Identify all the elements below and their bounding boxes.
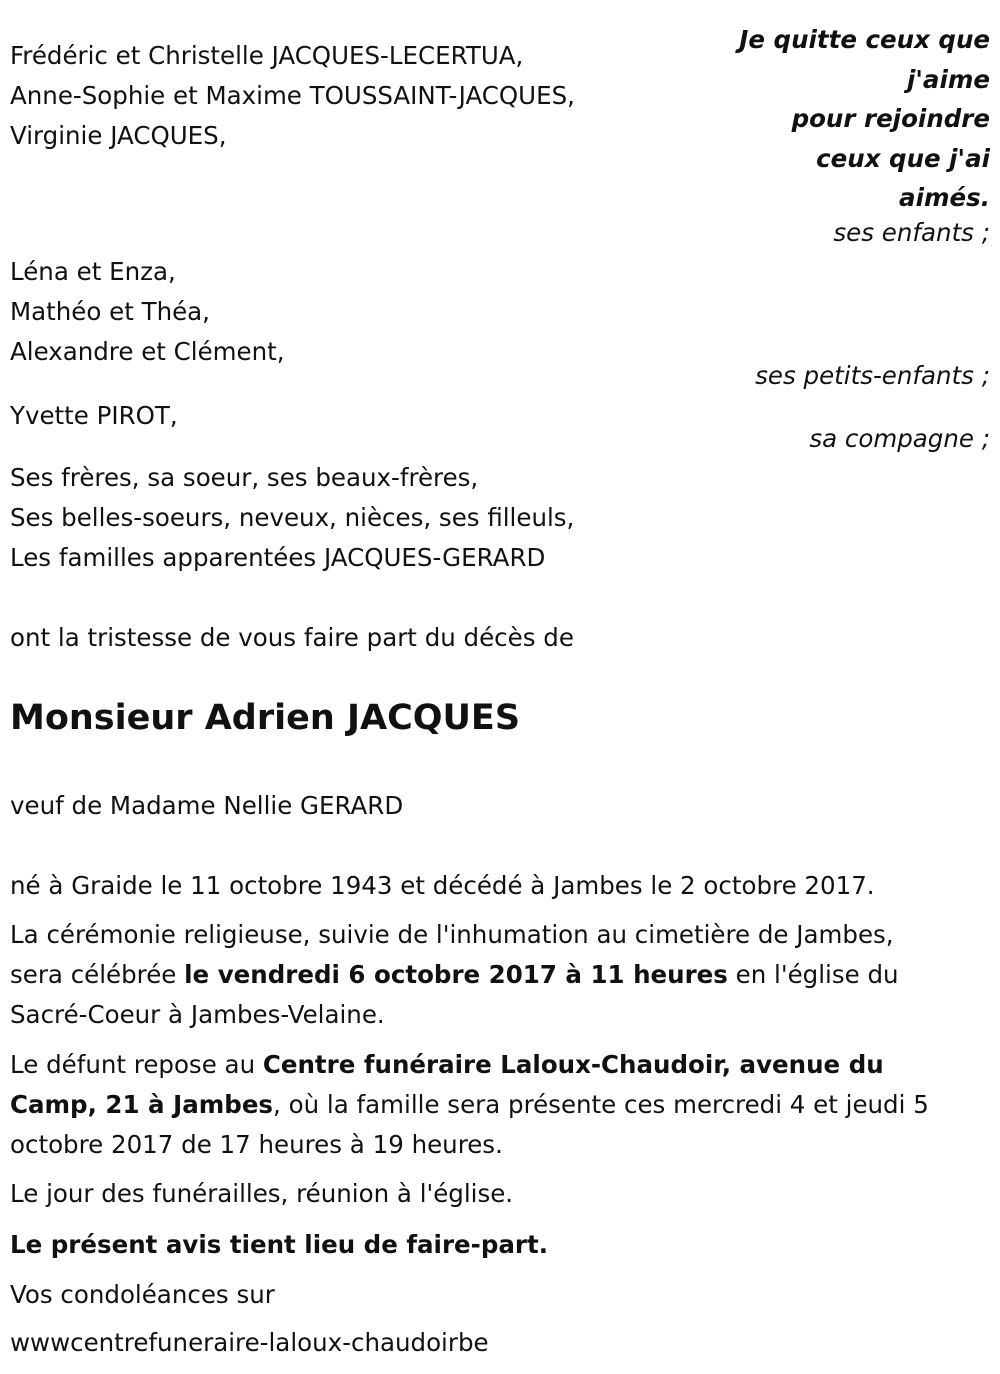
notice-text: Le présent avis tient lieu de faire-part. — [10, 1230, 548, 1259]
ceremony-date: le vendredi 6 octobre 2017 à 11 heures — [184, 960, 728, 989]
funeral-home-address: Camp, 21 à Jambes — [10, 1090, 274, 1119]
grandchild-entry: Léna et Enza, — [10, 257, 176, 286]
funeral-day-text: Le jour des funérailles, réunion à l'église. — [10, 1179, 514, 1208]
epigraph-line: j'aime — [907, 64, 990, 94]
birth-death-text: né à Graide le 11 octobre 1943 et décédé à Jambes le 2 octobre 2017. — [10, 871, 875, 900]
epigraph-line: ceux que j'ai — [816, 143, 990, 173]
family-entry: Ses frères, sa soeur, ses beaux-frères, — [10, 463, 479, 492]
children-role: ses enfants ; — [833, 218, 990, 247]
epigraph-line: Je quitte ceux que — [739, 25, 990, 54]
ceremony-line: sera célébrée le vendredi 6 octobre 2017 à 11 heures en l'église du — [10, 960, 899, 989]
grandchildren-role: ses petits-enfants ; — [755, 361, 990, 390]
announcement-text: ont la tristesse de vous faire part du décès de — [10, 623, 574, 652]
child-entry: Anne-Sophie et Maxime TOUSSAINT-JACQUES, — [10, 81, 575, 110]
family-entry: Ses belles-soeurs, neveux, nièces, ses filleuls, — [10, 503, 575, 532]
companion-entry: Yvette PIROT, — [10, 401, 178, 430]
grandchild-entry: Mathéo et Théa, — [10, 297, 210, 326]
repose-line: octobre 2017 de 17 heures à 19 heures. — [10, 1130, 503, 1159]
condolences-label: Vos condoléances sur — [10, 1280, 275, 1309]
ceremony-line: La cérémonie religieuse, suivie de l'inhumation au cimetière de Jambes, — [10, 920, 894, 949]
repose-paragraph — [10, 1045, 929, 1165]
family-entry: Les familles apparentées JACQUES-GERARD — [10, 543, 546, 572]
condolences-site-link[interactable]: wwwcentrefuneraire-laloux-chaudoirbe — [10, 1328, 489, 1357]
epigraph — [739, 20, 990, 218]
child-entry: Virginie JACQUES, — [10, 121, 227, 150]
companion-role: sa compagne ; — [809, 424, 990, 453]
repose-line: Le défunt repose au Centre funéraire Laloux-Chaudoir, avenue du — [10, 1050, 884, 1079]
ceremony-line: Sacré-Coeur à Jambes-Velaine. — [10, 1000, 385, 1029]
epigraph-line: pour rejoindre — [791, 104, 990, 133]
deceased-name: Monsieur Adrien JACQUES — [10, 698, 521, 738]
funeral-home: Centre funéraire Laloux-Chaudoir, avenue du — [262, 1050, 884, 1079]
repose-line: Camp, 21 à Jambes, où la famille sera présente ces mercredi 4 et jeudi 5 — [10, 1090, 929, 1119]
grandchild-entry: Alexandre et Clément, — [10, 337, 285, 366]
child-entry: Frédéric et Christelle JACQUES-LECERTUA, — [10, 41, 524, 70]
ceremony-paragraph — [10, 915, 899, 1035]
children-block — [10, 36, 575, 156]
epigraph-line: aimés. — [899, 183, 990, 212]
widower-text: veuf de Madame Nellie GERARD — [10, 791, 404, 820]
family-block — [10, 458, 574, 578]
grandchildren-block — [10, 252, 285, 372]
